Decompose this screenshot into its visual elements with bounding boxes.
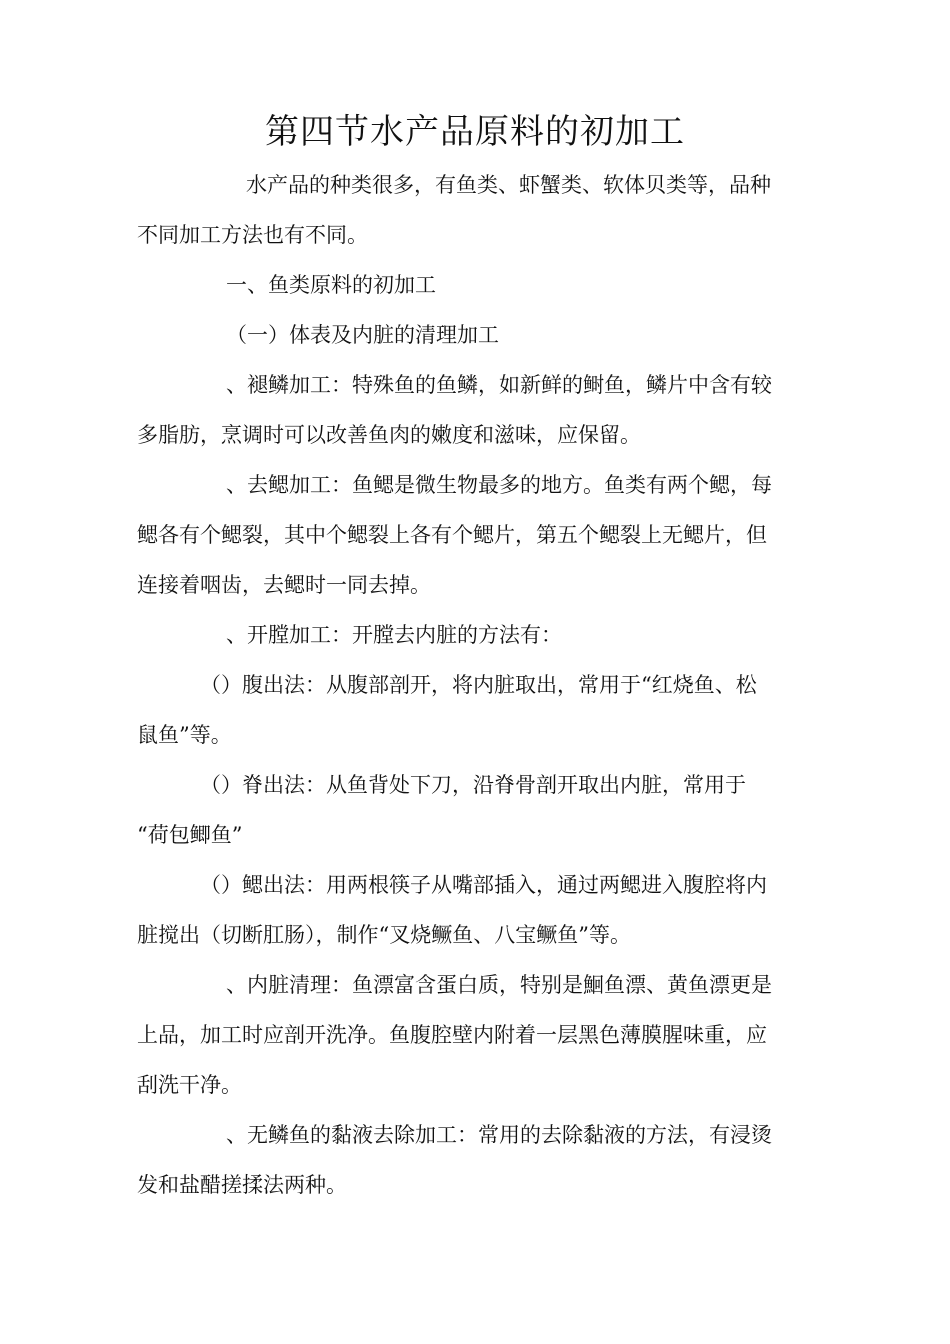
paragraph-line: 、去鳃加工：鱼鳃是微生物最多的地方。鱼类有两个鳃，每 bbox=[226, 473, 772, 497]
paragraph-line: 刮洗干净。 bbox=[137, 1073, 242, 1097]
paragraph-line: 、开膛加工：开膛去内脏的方法有： bbox=[226, 623, 562, 647]
list-item-line: 鼠鱼”等。 bbox=[137, 723, 232, 747]
paragraph-line: 鳃各有个鳃裂，其中个鳃裂上各有个鳃片，第五个鳃裂上无鳃片，但 bbox=[137, 523, 767, 547]
paragraph-line: 、内脏清理：鱼漂富含蛋白质，特别是鮰鱼漂、黄鱼漂更是 bbox=[226, 973, 772, 997]
paragraph-line: 不同加工方法也有不同。 bbox=[137, 223, 368, 247]
list-item-line: “荷包鲫鱼” bbox=[137, 823, 243, 847]
list-item-line: （）腹出法：从腹部剖开，将内脏取出，常用于“红烧鱼、松 bbox=[200, 673, 757, 697]
paragraph-line: 上品，加工时应剖开洗净。鱼腹腔壁内附着一层黑色薄膜腥味重，应 bbox=[137, 1023, 767, 1047]
page-title: 第四节水产品原料的初加工 bbox=[265, 112, 685, 152]
section-heading: 一、鱼类原料的初加工 bbox=[226, 273, 436, 297]
list-item-line: 脏搅出（切断肛肠），制作“叉烧鳜鱼、八宝鳜鱼”等。 bbox=[137, 923, 631, 947]
paragraph-line: 、褪鳞加工：特殊鱼的鱼鳞，如新鲜的鲥鱼，鳞片中含有较 bbox=[226, 373, 772, 397]
list-item-line: （）脊出法：从鱼背处下刀，沿脊骨剖开取出内脏，常用于 bbox=[200, 773, 746, 797]
paragraph-line: 发和盐醋搓揉法两种。 bbox=[137, 1173, 347, 1197]
paragraph-line: 水产品的种类很多，有鱼类、虾蟹类、软体贝类等，品种 bbox=[246, 173, 771, 197]
paragraph-line: 多脂肪，烹调时可以改善鱼肉的嫩度和滋味，应保留。 bbox=[137, 423, 641, 447]
paragraph-line: 、无鳞鱼的黏液去除加工：常用的去除黏液的方法，有浸烫 bbox=[226, 1123, 772, 1147]
list-item-line: （）鳃出法：用两根筷子从嘴部插入，通过两鳃进入腹腔将内 bbox=[200, 873, 767, 897]
subsection-heading: （一）体表及内脏的清理加工 bbox=[226, 323, 499, 347]
paragraph-line: 连接着咽齿，去鳃时一同去掉。 bbox=[137, 573, 431, 597]
